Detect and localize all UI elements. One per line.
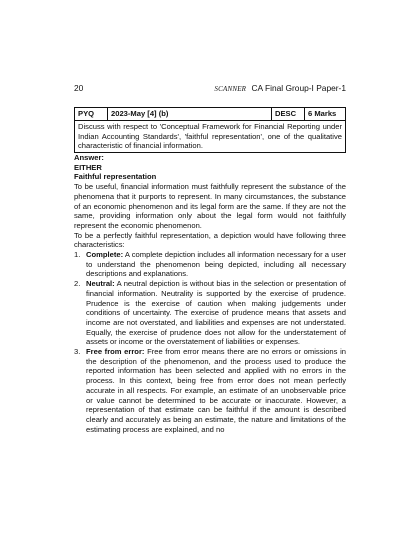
scanner-logo: SCANNER xyxy=(214,85,247,93)
list-item xyxy=(74,347,346,434)
paragraph-2: To be a perfectly faithful representation, a depiction would have following three characteristics: xyxy=(74,230,346,250)
list-item-text: A neutral depiction is without bias in the selection or presentation of financial information. Neutrality is supported by the exercise of prudence. Prudence is the exercise of caution when making judgements under conditions of uncertainty. The exercise of prudence means that assets and income are not overstated, and liabilities and expenses are not understated. Equally, the exercise of prudence does not allow for the understatement of assets or income or the overstatement of liabilities or expenses. xyxy=(86,279,346,347)
list-item-term: Free from error: xyxy=(86,347,145,357)
list-item-number: 1. xyxy=(74,250,81,260)
list-item-term: Neutral: xyxy=(86,279,115,289)
type-label: DESC xyxy=(272,108,305,121)
list-item-text: A complete depiction includes all information necessary for a user to understand the phenomenon being depicted, including all necessary descriptions and explanations. xyxy=(86,250,346,279)
paragraph-1: To be useful, financial information must faithfully represent the substance of the phenomena that it purports to represent. In many circumstances, the substance of an economic phenomenon and its legal form are the same. If they are not the same, providing information only about the legal form would not faithfully represent the economic phenomenon. xyxy=(74,182,346,230)
page-header xyxy=(74,82,346,94)
page-number: 20 xyxy=(74,83,84,93)
question-table-header-row xyxy=(75,108,346,121)
list-item-number: 3. xyxy=(74,347,81,357)
answer-label: Answer: xyxy=(74,153,104,162)
list-item-text: Free from error means there are no errors or omissions in the description of the phenomenon, and the process used to produce the reported information has been selected and applied with no errors in the process. In this context, being free from error does not mean perfectly accurate in all respects. For example, an estimate of an unobservable price or value cannot be determined to be accurate or inaccurate. However, a representation of that estimate can be faithful if the amount is described clearly and accurately as being an estimate, the nature and limitations of the estimating process are explained, and no xyxy=(86,347,346,434)
question-text: Discuss with respect to 'Conceptual Framework for Financial Reporting under Indian Accounting Standards', 'faithful representation', one of the qualitative characteristic of financial information. xyxy=(75,121,346,153)
list-item xyxy=(74,279,346,347)
list-item xyxy=(74,250,346,279)
book-title: CA Final Group-I Paper-1 xyxy=(251,83,346,93)
characteristics-list xyxy=(74,250,346,434)
header-right xyxy=(214,82,346,95)
marks-label: 6 Marks xyxy=(305,108,346,121)
list-item-number: 2. xyxy=(74,279,81,289)
answer-body xyxy=(74,153,346,434)
attempt-label: 2023-May [4] (b) xyxy=(108,108,272,121)
either-label: EITHER xyxy=(74,162,102,172)
question-table-body-row xyxy=(75,121,346,153)
section-heading: Faithful representation xyxy=(74,172,157,182)
pyq-label: PYQ xyxy=(75,108,108,121)
question-table xyxy=(74,107,346,153)
list-item-term: Complete: xyxy=(86,250,124,260)
